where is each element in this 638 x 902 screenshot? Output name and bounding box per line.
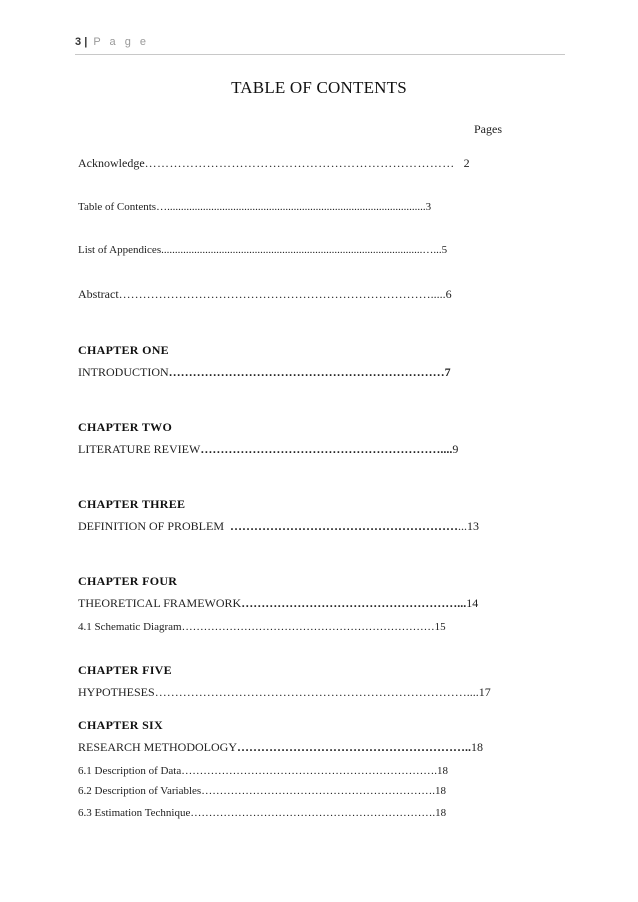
entry-page: 5 xyxy=(441,244,448,256)
page-header xyxy=(75,36,565,55)
entry-label: DEFINITION OF PROBLEM xyxy=(78,519,225,533)
entry-label: RESEARCH METHODOLOGY xyxy=(78,740,237,754)
pages-column-label: Pages xyxy=(474,122,502,136)
page-number: 3 xyxy=(75,36,82,48)
chapter-heading: CHAPTER TWO xyxy=(78,420,173,434)
entry-page: 6 xyxy=(445,287,452,301)
toc-entry-acknowledge[interactable] xyxy=(78,156,470,171)
entry-leader: …………………………………………………………… xyxy=(168,365,445,379)
entry-leader: ...............................................................................................…... xyxy=(161,244,442,256)
entry-page: 2 xyxy=(463,156,470,170)
entry-page: 18 xyxy=(434,785,446,797)
toc-title: TABLE OF CONTENTS xyxy=(231,78,407,97)
toc-entry-description-of-data[interactable] xyxy=(78,765,448,777)
entry-page: 3 xyxy=(425,201,432,213)
toc-entry-table-of-contents[interactable] xyxy=(78,201,431,213)
page-word: P a g e xyxy=(93,36,149,48)
entry-leader: ………………………………………………………. xyxy=(201,785,435,797)
entry-page: 17 xyxy=(478,685,491,699)
entry-page: 7 xyxy=(444,365,451,379)
entry-page: 18 xyxy=(471,740,483,754)
entry-label: List of Appendices xyxy=(78,244,162,256)
entry-leader: ………………………………………………... xyxy=(241,596,467,610)
entry-label: Abstract xyxy=(78,287,119,301)
entry-label: 6.1 Description of Data xyxy=(78,765,182,777)
toc-entry-introduction[interactable] xyxy=(78,365,451,380)
toc-entry-literature-review[interactable] xyxy=(78,442,458,457)
toc-entry-schematic-diagram[interactable] xyxy=(78,621,446,633)
chapter-heading: CHAPTER FIVE xyxy=(78,663,172,677)
toc-entry-estimation-technique[interactable] xyxy=(78,807,446,819)
toc-entry-research-methodology[interactable] xyxy=(78,740,483,755)
entry-page: 9 xyxy=(452,442,459,456)
entry-leader: ……………………………………………………………………..... xyxy=(118,287,446,301)
chapter-heading: CHAPTER FOUR xyxy=(78,574,178,588)
toc-entry-description-of-variables[interactable] xyxy=(78,785,446,797)
chapter-heading: CHAPTER SIX xyxy=(78,718,163,732)
toc-entry-theoretical-framework[interactable] xyxy=(78,596,478,611)
entry-leader: …………………………………………………………… xyxy=(181,621,435,633)
entry-label: INTRODUCTION xyxy=(78,365,169,379)
chapter-heading: CHAPTER THREE xyxy=(78,497,186,511)
entry-page: 18 xyxy=(437,765,448,777)
toc-entry-definition-of-problem[interactable] xyxy=(78,519,479,534)
entry-label: LITERATURE REVIEW xyxy=(78,442,201,456)
entry-page: 15 xyxy=(434,621,446,633)
toc-entry-hypotheses[interactable] xyxy=(78,685,491,700)
toc-entry-list-of-appendices[interactable] xyxy=(78,244,447,256)
entry-label: THEORETICAL FRAMEWORK xyxy=(78,596,242,610)
entry-leader: …………………………………………………….... xyxy=(200,442,453,456)
entry-leader: ….............................................................................................. xyxy=(156,201,426,213)
page-separator: | xyxy=(84,36,88,48)
entry-label: 6.2 Description of Variables xyxy=(78,785,202,797)
entry-page: 14 xyxy=(466,596,479,610)
entry-label: Acknowledge xyxy=(78,156,145,170)
entry-leader: ………………………………………………………………… xyxy=(144,156,455,170)
entry-leader: ………………………………………………… xyxy=(230,519,459,533)
entry-leader: ……………………………………………………………. xyxy=(181,765,437,777)
entry-leader: …………………………………………………………………….... xyxy=(154,685,479,699)
entry-leader: …………………………………………………………. xyxy=(190,807,436,819)
entry-leader: ………………………………………………….. xyxy=(237,740,471,754)
entry-label: HYPOTHESES xyxy=(78,685,155,699)
entry-label: 4.1 Schematic Diagram xyxy=(78,621,182,633)
entry-page: 18 xyxy=(435,807,447,819)
entry-label: 6.3 Estimation Technique xyxy=(78,807,191,819)
toc-entry-abstract[interactable] xyxy=(78,287,452,302)
entry-label: Table of Contents xyxy=(78,201,157,213)
entry-page: ...13 xyxy=(458,519,480,533)
chapter-heading: CHAPTER ONE xyxy=(78,343,169,357)
